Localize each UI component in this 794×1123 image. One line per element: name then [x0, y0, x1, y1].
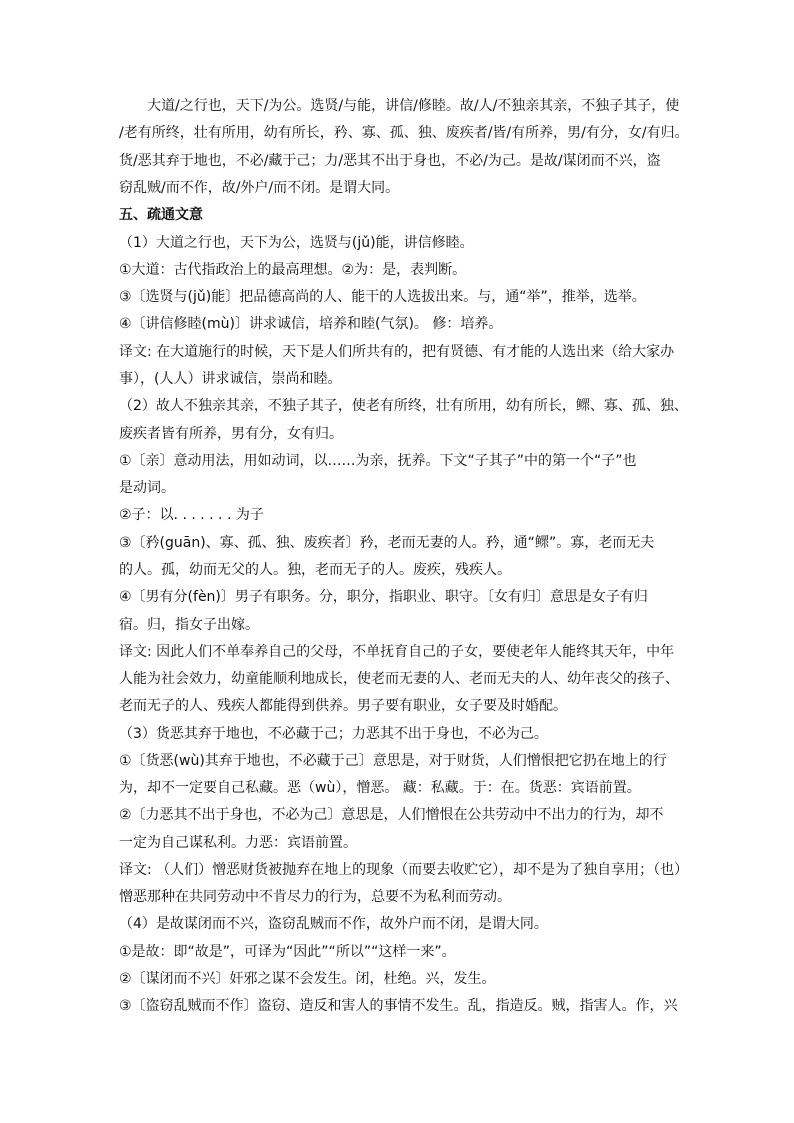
text-line: （4）是故谋闭而不兴，盗窃乱贼而不作，故外户而不闭，是谓大同。: [119, 916, 548, 932]
text-line: ③〔矜(guān)、寡、孤、独、废疾者〕矜，老而无妻的人。矜，通“鳏”。寡，老而无夫: [119, 535, 655, 551]
text-line: 为，却不一定要自己私藏。恶（wù），憎恶。 藏：私藏。于：在。货恶：宾语前置。: [119, 780, 641, 796]
section-heading: 五、疏通文意: [119, 207, 203, 223]
text-line: （1）大道之行也，天下为公，选贤与(jǔ)能，讲信修睦。: [119, 235, 474, 251]
text-line: 是动词。: [119, 480, 175, 496]
text-line: ①〔货恶(wù)其弃于地也，不必藏于己〕意思是，对于财货，人们憎恨把它扔在地上的行: [119, 753, 667, 769]
text-line: ②〔力恶其不出于身也，不必为己〕意思是，人们憎恨在公共劳动中不出力的行为，却不: [119, 807, 664, 823]
text-line: 一定为自己谋私利。力恶：宾语前置。: [119, 835, 357, 851]
text-line: 译文: （人们）憎恶财货被抛弃在地上的现象（而要去收贮它），却不是为了独自享用；（也）: [119, 862, 689, 878]
text-line: 事），(人人）讲求诚信，崇尚和睦。: [119, 371, 342, 387]
text-line: 憎恶那种在共同劳动中不肯尽力的行为，总要不为私利而劳动。: [119, 889, 511, 905]
text-line: 宿。归，指女子出嫁。: [119, 617, 259, 633]
text-line: 译文: 在大道施行的时候，天下是人们所共有的，把有贤德、有才能的人选出来（给大家办: [119, 344, 675, 360]
passage-line-4: 窃乱贼/而不作，故/外户/而不闭。是谓大同。: [119, 180, 400, 196]
text-line: 废疾者皆有所养，男有分，女有归。: [119, 426, 343, 442]
text-line: 老而无子的人、残疾人都能得到供养。男子要有职业，女子要及时婚配。: [119, 698, 567, 714]
text-line: 的人。孤，幼而无父的人。独，老而无子的人。废疾，残疾人。: [119, 562, 511, 578]
passage-line-2: /老有所终，壮有所用，幼有所长，矜、寡、孤、独、废疾者/皆/有所养，男/有分，女/有归。: [119, 125, 689, 141]
text-line: ④〔男有分(fèn)〕男子有职务。分，职分，指职业、职守。〔女有归〕意思是女子有归: [119, 589, 648, 605]
text-line: ③〔盗窃乱贼而不作〕盗窃、造反和害人的事情不发生。乱，指造反。贼，指害人。作，兴: [119, 998, 678, 1014]
passage-line-1: 大道/之行也，天下/为公。选贤/与能，讲信/修睦。故/人/不独亲其亲，不独子其子，使: [147, 98, 680, 114]
passage-line-3: 货/恶其弃于地也，不必/藏于己；力/恶其不出于身也，不必/为己。是故/谋闭而不兴，盗: [119, 153, 661, 169]
text-line: ②子：以. . . . . . . 为子: [119, 507, 264, 523]
text-line: ③〔选贤与(jǔ)能〕把品德高尚的人、能干的人选拔出来。与，通“举”，推举，选举。: [119, 289, 646, 305]
text-line: 译文: 因此人们不单奉养自己的父母，不单抚育自己的子女，要使老年人能终其天年，中年: [119, 644, 675, 660]
text-line: 人能为社会效力，幼童能顺利地成长，使老而无妻的人、老而无夫的人、幼年丧父的孩子、: [119, 671, 679, 687]
text-line: ①〔亲〕意动用法，用如动词，以……为亲，抚养。下文“子其子”中的第一个“子”也: [119, 453, 637, 469]
text-line: （2）故人不独亲其亲，不独子其子，使老有所终，壮有所用，幼有所长，鳏、寡、孤、独、: [119, 398, 688, 414]
text-line: ①是故：即“故是”，可译为“因此”“所以”“这样一来”。: [119, 944, 456, 960]
text-line: ②〔谋闭而不兴〕奸邪之谋不会发生。闭，杜绝。兴，发生。: [119, 971, 496, 987]
text-line: ④〔讲信修睦(mù)〕讲求诚信，培养和睦(气氛)。 修：培养。: [119, 316, 503, 332]
text-line: （3）货恶其弃于地也，不必藏于己；力恶其不出于身也，不必为己。: [119, 726, 548, 742]
text-line: ①大道：古代指政治上的最高理想。②为：是，表判断。: [119, 262, 467, 278]
